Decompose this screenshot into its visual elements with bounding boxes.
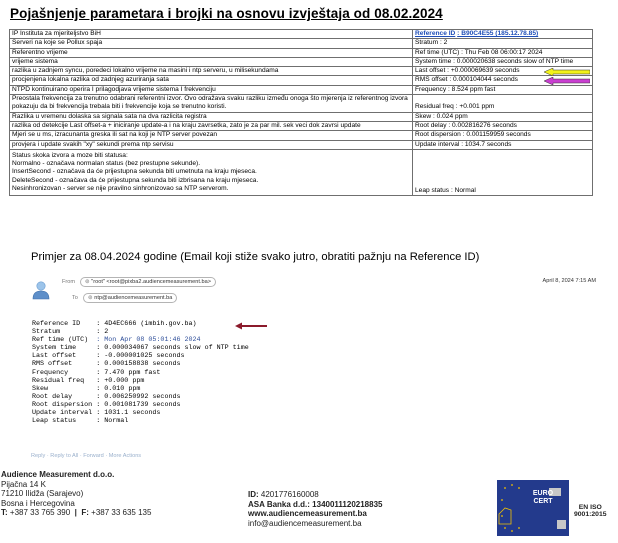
highlight-arrow-icon: [544, 68, 590, 76]
status-line: DeleteSecond - označava da će prijestupna sekunda biti izbrisana na kraju mjeseca.: [12, 176, 259, 184]
email-message: [28, 272, 596, 464]
param-value: : 2: [439, 39, 448, 47]
table-row: [10, 39, 593, 48]
fax-value: +387 33 635 135: [91, 508, 152, 518]
row-value: [413, 57, 593, 66]
table-row: [10, 85, 593, 94]
table-row: [10, 30, 593, 39]
ntp-report: [32, 320, 249, 425]
table-row: [10, 57, 593, 66]
contact-icon: ⊚: [88, 295, 95, 301]
from-label: From: [62, 279, 76, 285]
address-line: Pijačna 14 K: [1, 479, 46, 489]
bank-value: 1340011120218835: [312, 499, 383, 509]
table-row: [10, 131, 593, 140]
report-value: : 0.006250992 seconds: [96, 392, 181, 401]
param-value: : Thu Feb 08 06:00:17 2024: [461, 48, 543, 56]
forward-link[interactable]: Forward: [83, 453, 104, 459]
row-description: Serveri na koje se Pollux spaja: [10, 39, 413, 48]
param-label: Stratum: [415, 39, 439, 47]
row-description: procjenjena lokalna razlika od zadnjeg azuriranja sata: [10, 76, 413, 85]
address-line: Bosna i Hercegovina: [1, 498, 75, 508]
report-label: System time: [32, 344, 93, 353]
row-description: razlika od detekcije Last offset-a + iniciranje update-a i na kraju zavrsetka, zato je za par mil. sek veci dok zavrsi update: [10, 121, 413, 130]
report-label: RMS offset: [32, 360, 93, 369]
row-description: NTPD kontinuirano operira I prilagodjava vrijeme sistema I frekvenciju: [10, 85, 413, 94]
param-label: Leap status: [415, 187, 450, 195]
cert-line: CERT: [533, 498, 553, 505]
row-description: Referentno vrijeme: [10, 48, 413, 57]
to-value: ntp@audiencemeasurement.ba: [94, 295, 173, 301]
row-description: Razlika u vremenu dolaska sa signala sata na dva razlicita registra: [10, 112, 413, 121]
report-line: [32, 328, 108, 336]
report-line: [32, 369, 160, 377]
report-label: Frequency: [32, 368, 93, 377]
cert-text: [523, 490, 563, 506]
from-value: "root" <root@pixba2.audiencemeasurement.ba>: [91, 279, 211, 285]
fax-label: F:: [81, 508, 89, 518]
table-row: [10, 48, 593, 57]
param-value: : 0.002816276 seconds: [448, 121, 517, 129]
bank-label: ASA Banka d.d.:: [248, 499, 310, 509]
row-value: [413, 39, 593, 48]
id-label: ID:: [248, 490, 259, 499]
param-label: Frequency: [415, 85, 447, 93]
report-value: : Mon Apr 08 05:01:46 2024: [96, 336, 201, 345]
param-value: : 0.024 ppm: [432, 112, 468, 120]
report-line: [32, 409, 160, 417]
report-label: Root dispersion: [32, 400, 93, 409]
param-value: : Normal: [450, 187, 476, 195]
table-row: [10, 67, 593, 76]
param-label: Update interval: [415, 140, 460, 148]
iso-line: 9001:2015: [574, 511, 607, 519]
report-line: [32, 385, 140, 393]
report-line: [32, 393, 181, 401]
table-row: [10, 76, 593, 85]
report-value: : 0.010 ppm: [96, 384, 141, 393]
report-label: Reference ID: [32, 320, 93, 328]
param-label: Ref time (UTC): [415, 48, 460, 56]
report-value: : Normal: [96, 417, 129, 426]
company-ids: [248, 490, 382, 528]
report-label: Skew: [32, 384, 93, 393]
row-value: [413, 121, 593, 130]
company-info: [1, 470, 151, 518]
report-label: Ref time (UTC): [32, 336, 93, 345]
report-value: : +0.000 ppm: [96, 376, 145, 385]
row-value: [413, 95, 593, 113]
report-line: [32, 417, 128, 425]
row-value: [413, 48, 593, 57]
report-value: : 2: [96, 328, 109, 337]
status-line: Status skoka izvora a moze biti statusa:: [12, 151, 128, 159]
report-line: [32, 336, 201, 344]
report-value: : 7.470 ppm fast: [96, 368, 161, 377]
row-value: [413, 67, 593, 76]
report-line: [32, 344, 249, 352]
sender-avatar-icon: [30, 278, 52, 300]
report-label: Root delay: [32, 392, 93, 401]
iso-badge: [574, 504, 607, 519]
param-label: RMS offset: [415, 76, 448, 84]
phone-label: T:: [1, 508, 8, 518]
row-value: [413, 149, 593, 195]
row-value: [413, 30, 593, 39]
website: www.audiencemeasurement.ba: [248, 509, 367, 519]
to-address[interactable]: [83, 293, 177, 303]
table-row: [10, 112, 593, 121]
row-description: razlika u zadnjem syncu, poredeci lokalno vrijeme na masini i ntp serveru, u milisekundama: [10, 67, 413, 76]
highlight-arrow-icon: [544, 77, 590, 85]
param-label[interactable]: Reference ID: [415, 30, 456, 37]
example-subtitle: Primjer za 08.04.2024 godine (Email koji stiže svako jutro, obratiti pažnju na Reference ID): [31, 251, 480, 263]
param-label: Root delay: [415, 121, 447, 129]
report-value: : 0.001081739 seconds: [96, 400, 181, 409]
param-label: Last offset: [415, 67, 446, 75]
row-value: [413, 131, 593, 140]
param-value: : 0.000104044 seconds: [449, 76, 518, 84]
id-value: 4201776160008: [260, 490, 319, 499]
param-label: Root dispersion: [415, 131, 461, 139]
row-value: [413, 85, 593, 94]
from-address[interactable]: [80, 277, 216, 287]
status-line: Nesinhronizovan - server se nije pravilno sinhronizovao sa NTP serverom.: [12, 185, 229, 193]
email-actions: Reply · Reply to All · Forward · More Actions: [31, 453, 142, 459]
table-row: [10, 149, 593, 195]
param-value: : 0.000020638 seconds slow of NTP time: [453, 57, 574, 65]
to-label: To: [72, 295, 78, 301]
report-value: : -0.000001025 seconds: [96, 352, 185, 361]
param-value: : +0.001 ppm: [455, 103, 495, 111]
phone-line: [1, 508, 151, 518]
param-value: : 1034.7 seconds: [461, 140, 512, 148]
table-row: [10, 121, 593, 130]
cert-line: EURO: [532, 490, 554, 497]
table-row: [10, 140, 593, 149]
contact-icon: ⊚: [85, 279, 92, 285]
report-line: [32, 360, 181, 368]
phone-value: +387 33 765 390: [9, 508, 71, 518]
report-value: : 0.000158838 seconds: [96, 360, 181, 369]
row-description: IP Instituta za mjeriteljstvo BiH: [10, 30, 413, 39]
eurocert-logo-icon: [497, 480, 569, 536]
report-line: [32, 401, 181, 409]
report-value: : 0.000034067 seconds slow of NTP time: [96, 344, 249, 353]
parameter-table: [9, 29, 593, 196]
report-label: Leap status: [32, 417, 93, 426]
reply-link[interactable]: Reply: [31, 453, 46, 459]
row-description: provjera i update svakih "xy" sekundi prema ntp servisu: [10, 140, 413, 149]
status-description: [10, 149, 413, 195]
param-value: : 0.001159959 seconds: [462, 131, 531, 139]
report-label: Stratum: [32, 328, 93, 337]
address-line: 71210 Ilidža (Sarajevo): [1, 489, 84, 499]
report-label: Residual freq: [32, 376, 93, 385]
param-label: Skew: [415, 112, 432, 120]
param-value: : +0.000069639 seconds: [447, 67, 520, 75]
email-date: April 8, 2024 7:15 AM: [542, 278, 596, 284]
company-name: Audience Measurement d.o.o.: [1, 470, 115, 479]
report-value: : 4D4EC666 (imbih.gov.ba): [96, 320, 197, 328]
report-line: [32, 377, 144, 385]
param-value: : 8.524 ppm fast: [448, 85, 496, 93]
row-value: [413, 140, 593, 149]
status-line: Normalno - označava normalan status (bez prestupne sekunde).: [12, 160, 201, 168]
report-label: Update interval: [32, 409, 93, 418]
report-line: [32, 352, 185, 360]
status-line: InsertSecond - označava da će prijestupna sekunda biti umetnuta na kraju mjeseca.: [12, 168, 257, 176]
row-description: Preostala frekvencija za trenutno odabrani referentni izvor. Ovo odražava svaku razliku između onoga što mjerenja iz referentnog izvora pokazuju da bi frekvencija trebala biti i frekvencije koja se trenutno koristi.: [10, 95, 413, 113]
reply-all-link[interactable]: Reply to All: [50, 453, 79, 459]
param-label: Residual freq: [415, 103, 454, 111]
email-address: info@audiencemeasurement.ba: [248, 518, 362, 528]
separator: |: [74, 508, 77, 518]
report-label: Last offset: [32, 352, 93, 361]
row-value: [413, 112, 593, 121]
iso-line: EN ISO: [578, 504, 602, 511]
report-line: [32, 320, 197, 328]
row-value: [413, 76, 593, 85]
page-title: Pojašnjenje parametara i brojki na osnovu izvještaja od 08.02.2024: [10, 6, 443, 21]
table-row: [10, 95, 593, 113]
red-arrow-icon: [235, 322, 267, 330]
report-value: : 1031.1 seconds: [96, 409, 161, 418]
param-label: System time: [415, 57, 452, 65]
more-actions-link[interactable]: More Actions: [108, 453, 142, 459]
row-description: vrijeme sistema: [10, 57, 413, 66]
param-value[interactable]: : B90C4E55 (185.12.78.85): [457, 30, 539, 37]
row-description: Mjeri se u ms, izracunanta greska ili sat na koji je NTP server povezan: [10, 131, 413, 140]
